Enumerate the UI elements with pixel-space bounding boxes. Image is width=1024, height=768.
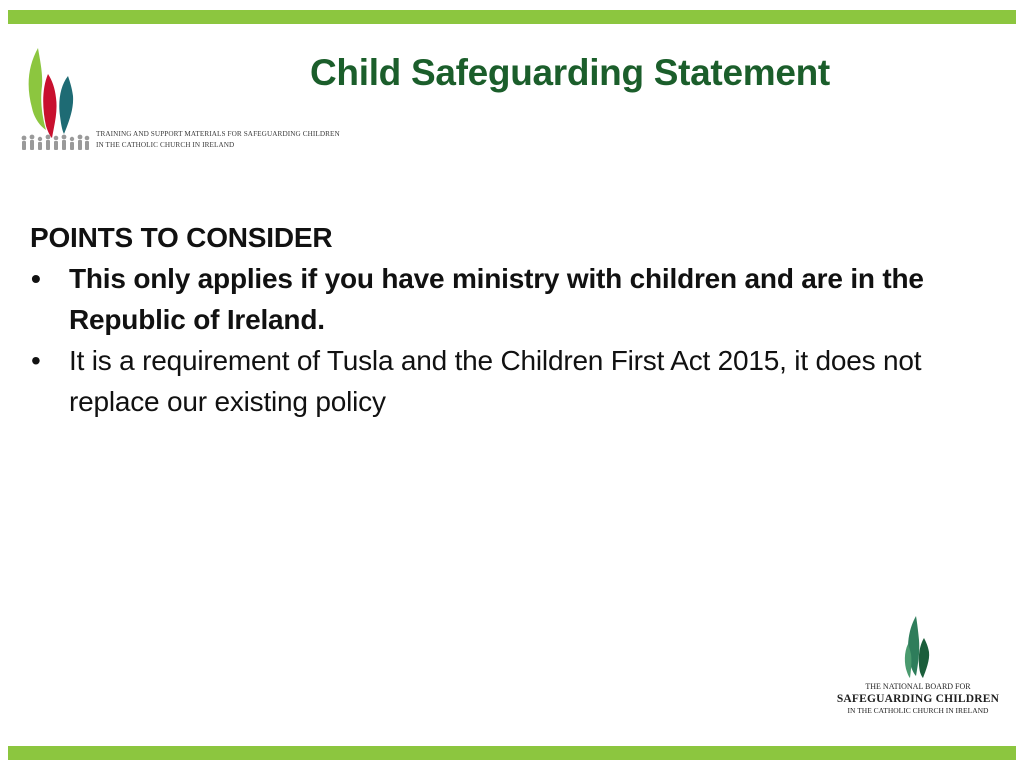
bottom-accent-bar (8, 746, 1016, 760)
board-flame-icon (898, 614, 938, 680)
board-line-2: SAFEGUARDING CHILDREN (836, 693, 1000, 705)
bullet-icon: • (31, 263, 41, 294)
board-line-1: THE NATIONAL BOARD FOR (865, 682, 971, 691)
tagline (96, 129, 340, 151)
points-list (30, 258, 950, 422)
list-item-text: This only applies if you have ministry with children and are in the Republic of Ireland. (69, 263, 924, 335)
flame-logo-icon (18, 46, 98, 158)
section-heading: POINTS TO CONSIDER (30, 222, 333, 253)
tagline-line-1: TRAINING AND SUPPORT MATERIALS FOR SAFEGUARDING CHILDREN (96, 130, 340, 138)
tagline-line-2: IN THE CATHOLIC CHURCH IN IRELAND (96, 141, 235, 149)
list-item (30, 340, 950, 422)
page-title: Child Safeguarding Statement (310, 52, 830, 93)
list-item-text: It is a requirement of Tusla and the Children First Act 2015, it does not replace our existing policy (69, 345, 922, 417)
list-item (30, 258, 950, 340)
national-board-logo (836, 614, 1000, 720)
top-accent-bar (8, 10, 1016, 24)
bullet-icon: • (31, 345, 41, 376)
main-content (30, 217, 950, 422)
board-line-3: IN THE CATHOLIC CHURCH IN IRELAND (847, 706, 989, 715)
